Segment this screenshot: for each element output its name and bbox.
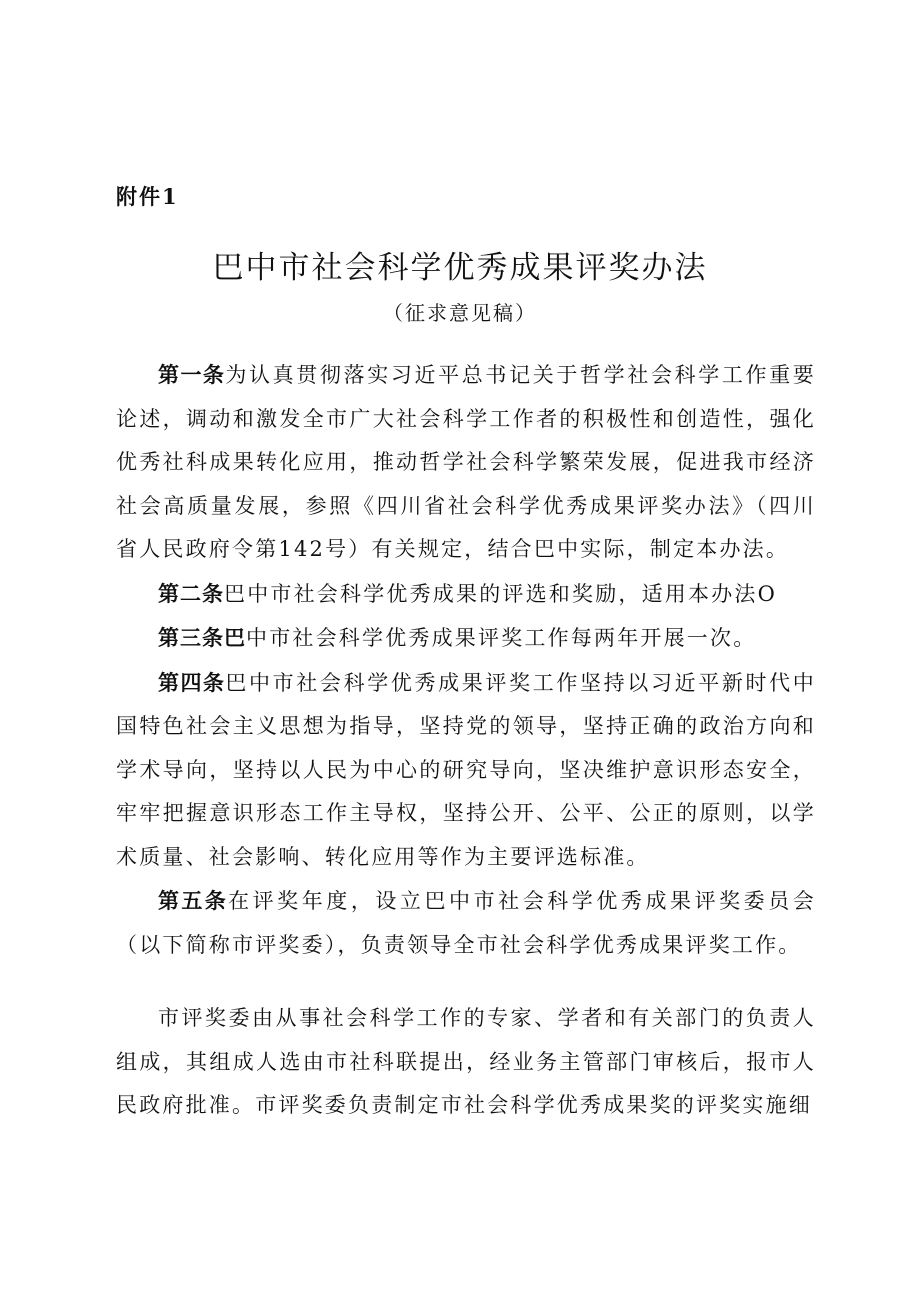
body-paragraph: 市评奖委由从事社会科学工作的专家、学者和有关部门的负责人组成，其组成人选由市社科联提出，经业务主管部门审核后，报市人民政府批准。市评奖委负责制定市社会科学优秀成果奖的评奖实施细 xyxy=(116,1006,816,1117)
article-heading: 第四条 xyxy=(158,669,226,695)
document-subtitle: （征求意见稿） xyxy=(383,301,537,325)
article-heading: 第一条 xyxy=(158,362,226,387)
article-text: 为认真贯彻落实习近平总书记关于哲学社会科学工作重要论述，调动和激发全市广大社会科学工作者的积极性和创造性，强化优秀社科成果转化应用，推动哲学社会科学繁荣发展，促进我市经济社会高质量发展，参照《四川省社会科学优秀成果评奖办法》（四川省人民政府令第142号）有关规定，结合巴中实际，制定本办法。 xyxy=(116,363,817,561)
article-text: 在评奖年度，设立巴中市社会科学优秀成果评奖委员会（以下简称市评奖委），负责领导全市社会科学优秀成果评奖工作。 xyxy=(116,889,816,957)
article-text: 巴中市社会科学优秀成果的评选和奖励，适用本办法O xyxy=(224,581,778,606)
document-title: 巴中市社会科学优秀成果评奖办法 xyxy=(212,250,708,286)
article-heading: 第五条 xyxy=(158,888,229,913)
article-text: 中市社会科学优秀成果评奖工作每两年开展一次。 xyxy=(246,626,757,650)
article-3 xyxy=(116,616,816,661)
document-body xyxy=(116,353,816,1128)
article-2 xyxy=(116,572,816,617)
article-heading: 第二条 xyxy=(158,580,224,606)
attachment-label: 附件1 xyxy=(116,184,179,209)
article-1 xyxy=(116,353,816,572)
article-text: 巴中市社会科学优秀成果评奖工作坚持以习近平新时代中国特色社会主义思想为指导，坚持党的领导，坚持正确的政治方向和学术导向，坚持以人民为中心的研究导向，坚决维护意识形态安全，牢牢把握意识形态工作主导权，坚持公开、公平、公正的原则，以学术质量、社会影响、转化应用等作为主要评选标准。 xyxy=(116,670,817,869)
article-5 xyxy=(116,879,816,967)
article-heading: 第三条巴 xyxy=(158,625,246,650)
article-4 xyxy=(116,661,816,880)
